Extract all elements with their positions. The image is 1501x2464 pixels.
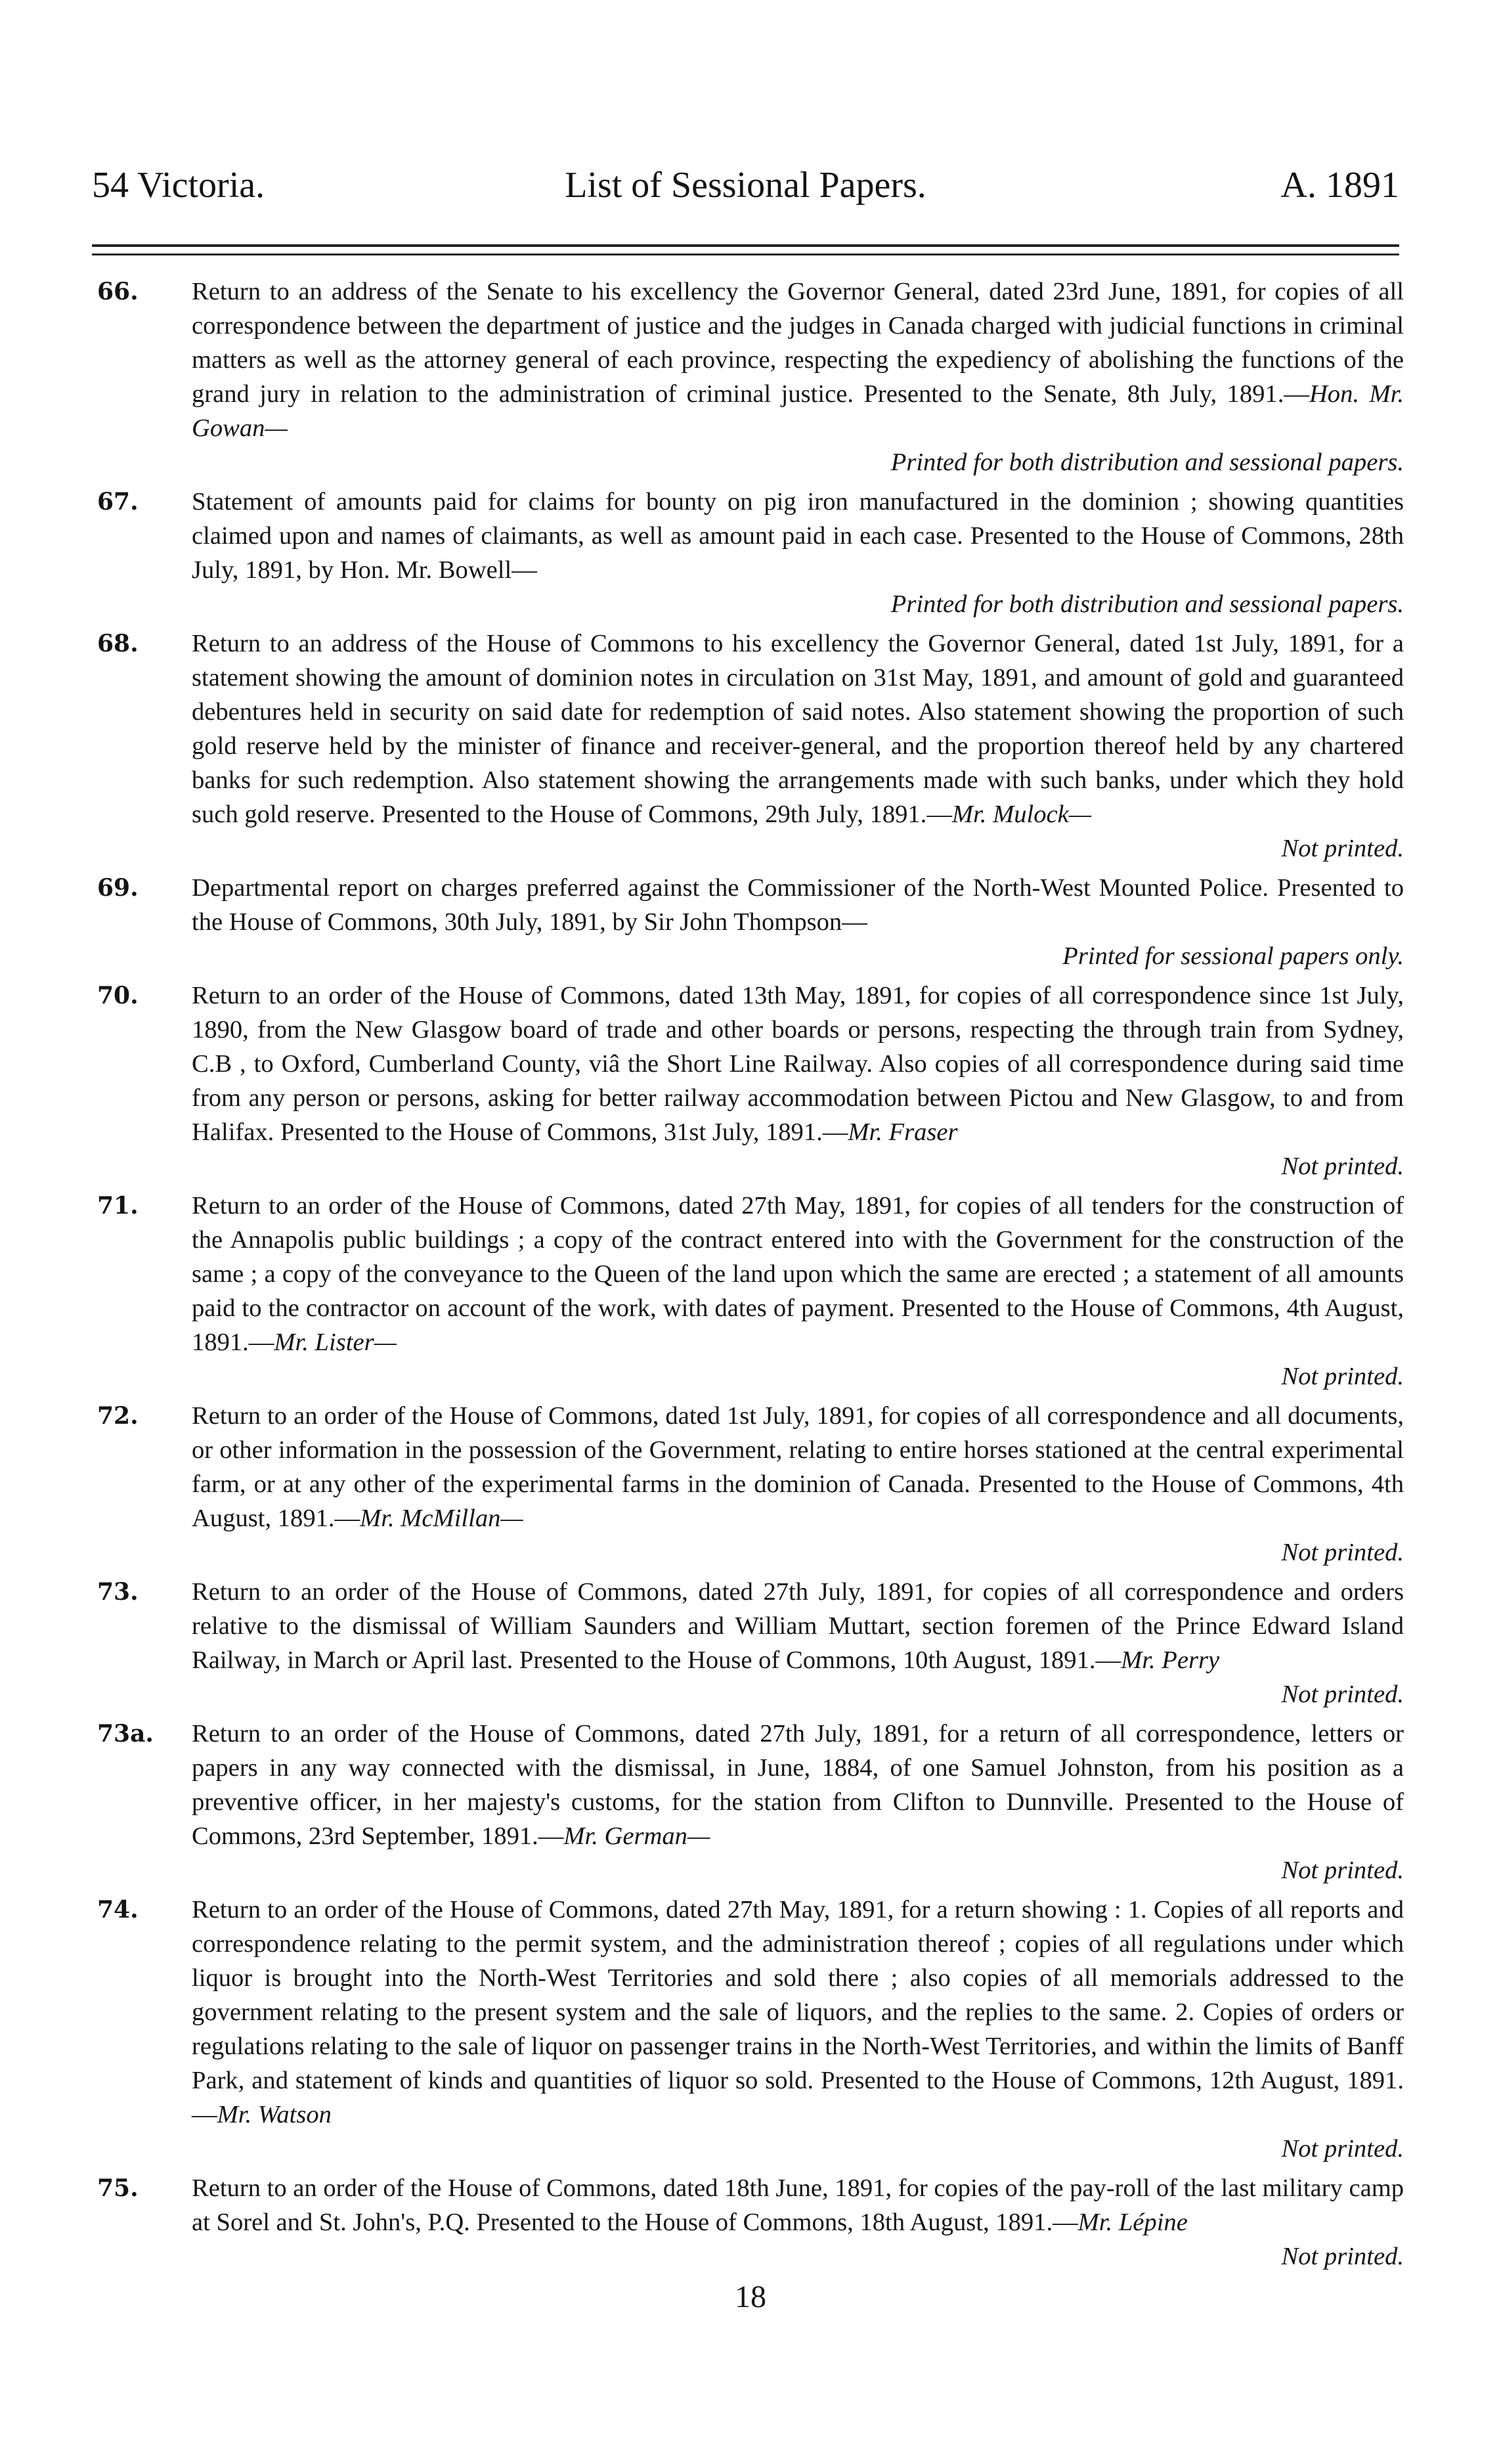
paper-number: 74. [97,1896,139,1924]
paper-text: Return to an order of the House of Commons, dated 18th June, 1891, for copies of the pay-roll of the last military camp at Sorel and St. John's, P.Q. Presented to the House of Commons, 18th August, 1891.— [192,2174,1404,2236]
paper-text: Return to an order of the House of Commons, dated 27th July, 1891, for a return of all correspondence, letters or papers in any way connected with the dismissal, in June, 1884, of one Samuel Johnston, from his position as a preventive officer, in her majesty's customs, for the station from Clifton to Dunnville. Presented to the House of Commons, 23rd September, 1891.— [192,1720,1404,1850]
paper-description [192,627,1404,831]
paper-print-status: Printed for sessional papers only. [1062,942,1404,970]
paper-mover: Mr. McMillan— [360,1505,523,1532]
paper-text: Return to an order of the House of Commons, dated 13th May, 1891, for copies of all correspondence since 1st July, 1890, from the New Glasgow board of trade and other boards or persons, respecting the through train from Sydney, C.B , to Oxford, Cumberland County, viâ the Short Line Railway. Also copies of all correspondence during said time from any person or persons, asking for better railway accommodation between Pictou and New Glasgow, to and from Halifax. Presented to the House of Commons, 31st July, 1891.— [192,982,1404,1146]
paper-print-status: Not printed. [1281,2243,1404,2270]
paper-entry [97,1575,1404,1711]
paper-mover: Mr. Mulock— [951,801,1092,828]
paper-mover: Mr. Lister— [274,1329,397,1356]
paper-text: Return to an order of the House of Commons, dated 27th May, 1891, for copies of all tenders for the construction of the Annapolis public buildings ; a copy of the contract entered into with the Government for the construction of the same ; a copy of the conveyance to the Queen of the land upon which the same are erected ; a statement of all amounts paid to the contractor on account of the work, with dates of payment. Presented to the House of Commons, 4th August, 1891.— [192,1192,1404,1356]
paper-number: 73a. [97,1720,154,1748]
paper-description [192,1189,1404,1359]
header-rule-bottom [92,253,1399,255]
paper-mover: Mr. Fraser [848,1118,958,1146]
paper-print-status: Not printed. [1281,835,1404,862]
paper-entry [97,485,1404,621]
paper-number: 66. [97,278,139,305]
paper-entry [97,871,1404,973]
paper-description [192,1575,1404,1677]
paper-number: 71. [97,1192,139,1220]
paper-print-status: Printed for both distribution and sessional papers. [890,449,1404,476]
page-header [92,159,1399,211]
header-year: A. 1891 [1280,165,1399,206]
paper-print-status: Not printed. [1281,1363,1404,1390]
paper-text: Departmental report on charges preferred against the Commissioner of the North-West Mounted Police. Presented to the House of Commons, 30th July, 1891, by Sir John Thompson— [192,874,1404,936]
paper-print-status: Not printed. [1281,1857,1404,1884]
paper-text: Return to an address of the Senate to his excellency the Governor General, dated 23rd June, 1891, for copies of all correspondence between the department of justice and the judges in Canada charged with judicial functions in criminal matters as well as the attorney general of each province, respecting the expediency of abolishing the functions of the grand jury in relation to the administration of criminal justice. Presented to the Senate, 8th July, 1891.— [192,278,1404,408]
paper-entry [97,1189,1404,1394]
paper-mover: Hon. Mr. Gowan— [192,380,1404,442]
paper-print-status: Not printed. [1281,1681,1404,1708]
header-title: List of Sessional Papers. [565,165,926,206]
paper-description [192,871,1404,939]
paper-number: 73. [97,1578,139,1606]
paper-number: 67. [97,488,139,516]
paper-text: Statement of amounts paid for claims for bounty on pig iron manufactured in the dominion ; showing quantities claimed upon and names of claimants, as well as amount paid in each case. Presented to the House of Commons, 28th July, 1891, by Hon. Mr. Bowell— [192,488,1404,584]
paper-text: Return to an order of the House of Commons, dated 27th May, 1891, for a return showing : 1. Copies of all reports and correspondence relating to the permit system, and the administration thereof ; copies of all regulations under which liquor is brought into the North-West Territories and sold there ; also copies of all memorials addressed to the government relating to the present system and the sale of liquors, and the replies to the same. 2. Copies of orders or regulations relating to the sale of liquor on passenger trains in the North-West Territories, and within the limits of Banff Park, and statement of kinds and quantities of liquor so sold. Presented to the House of Commons, 12th August, 1891.— [192,1896,1404,2128]
paper-entry [97,2171,1404,2274]
paper-entry [97,627,1404,866]
paper-mover: Mr. Perry [1121,1646,1220,1674]
paper-entry [97,1717,1404,1887]
paper-description [192,1717,1404,1853]
page-number: 18 [735,2279,766,2314]
paper-description [192,1399,1404,1535]
paper-text: Return to an order of the House of Commons, dated 27th July, 1891, for copies of all correspondence and orders relative to the dismissal of William Saunders and William Muttart, section foremen of the Prince Edward Island Railway, in March or April last. Presented to the House of Commons, 10th August, 1891.— [192,1578,1404,1674]
paper-mover: Mr. German— [563,1822,710,1850]
paper-entry [97,1399,1404,1570]
paper-entry [97,275,1404,479]
header-session: 54 Victoria. [92,165,265,206]
paper-mover: Mr. Watson [217,2101,332,2128]
paper-number: 69. [97,874,139,902]
paper-text: Return to an order of the House of Commons, dated 1st July, 1891, for copies of all correspondence and all documents, or other information in the possession of the Government, relating to entire horses stationed at the central experimental farm, or at any other of the experimental farms in the dominion of Canada. Presented to the House of Commons, 4th August, 1891.— [192,1402,1404,1532]
paper-entry [97,1893,1404,2166]
paper-number: 75. [97,2174,139,2202]
paper-entry [97,979,1404,1183]
paper-description [192,1893,1404,2132]
paper-number: 70. [97,982,139,1009]
paper-description [192,485,1404,587]
paper-print-status: Not printed. [1281,1539,1404,1566]
paper-print-status: Not printed. [1281,2135,1404,2163]
sessional-papers-list [97,275,1404,2279]
paper-description [192,275,1404,445]
paper-mover: Mr. Lépine [1077,2209,1188,2236]
header-rule-top [92,244,1399,247]
paper-number: 72. [97,1402,139,1430]
paper-description [192,2171,1404,2239]
paper-print-status: Not printed. [1281,1153,1404,1180]
paper-print-status: Printed for both distribution and sessional papers. [890,590,1404,618]
paper-text: Return to an address of the House of Commons to his excellency the Governor General, dated 1st July, 1891, for a statement showing the amount of dominion notes in circulation on 31st May, 1891, and amount of gold and guaranteed debentures held in security on said date for redemption of said notes. Also statement showing the proportion of such gold reserve held by the minister of finance and receiver-general, and the proportion thereof held by any chartered banks for such redemption. Also statement showing the arrangements made with such banks, under which they hold such gold reserve. Presented to the House of Commons, 29th July, 1891.— [192,630,1404,828]
paper-description [192,979,1404,1149]
paper-number: 68. [97,630,139,657]
